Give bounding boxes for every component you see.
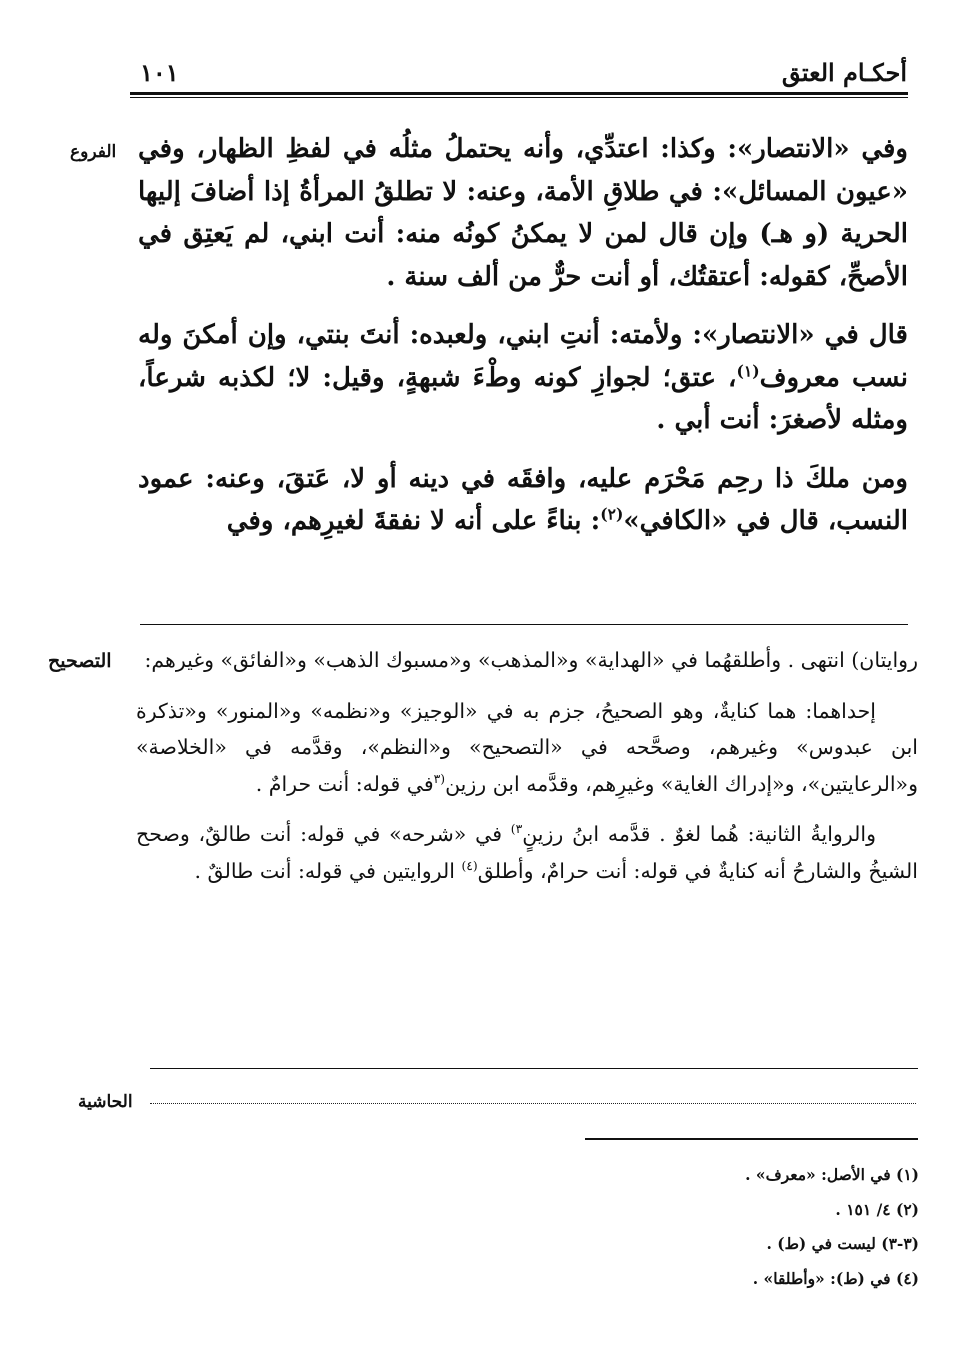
main-paragraph-3: ومن ملكَ ذا رحِم مَحْرَم عليه، وافقَه في دينه أو لا، عَتقَ، وعنه: عمود النسب، قال في «الكافي»$^{(٢)}$: بناءً على أنه لا نفقةَ لغيرِهم، وفي	[138, 463, 908, 536]
footnote-4: (٤) في (ط): «وأطلقا» .	[752, 1268, 919, 1288]
footnote-1: (١) في الأصل: «معرف» .	[745, 1165, 919, 1184]
label-furu: الفروع	[70, 142, 117, 162]
label-hashiya: الحاشية	[78, 1092, 133, 1112]
running-title: أحكـام العتق	[781, 58, 907, 87]
main-paragraph-2: قال في «الانتصار»: ولأمته: أنتِ ابني، ولعبده: أنتَ بنتي، وإن أمكنَ وله نسب معروف$^{(١)}$، عتق؛ لجوازِ كونه وطْءَ شبهةٍ، وقيل: لا؛ لكذبه شرعاً، ومثله لأصغرَ: أنت أبي .	[138, 320, 908, 435]
header-rule-thick	[130, 92, 908, 95]
footnote-ref-3: (٣	[433, 771, 446, 786]
footnote-ref-2: (٢)	[600, 504, 624, 524]
footnotes	[119, 1158, 919, 1296]
footnote-2: (٢) ٤/ ١٥١ .	[835, 1199, 919, 1219]
footnote-ref-4: (٤)	[461, 858, 478, 873]
header-rule-thin	[130, 97, 908, 98]
footnote-ref-3-end: ٣)	[510, 822, 523, 837]
main-text	[138, 128, 908, 559]
comment-paragraph-3: والروايةُ الثانية: هُما لغوٌ . قدَّمه ابنُ رزينٍ$^{٣)}$ في «شرحه» في قوله: أنت طالقٌ، وصحح الشيخُ والشارحُ أنه كنايةٌ في قوله: أنت حرامٌ، وأطلق$^{(٤)}$ الروايتين في قوله: أنت طالقٌ .	[136, 822, 918, 883]
footnote-ref-1: (١)	[736, 360, 760, 380]
main-divider	[140, 624, 908, 625]
comment-paragraph-2: إحداهما: هما كنايةٌ، وهو الصحيحُ، جزم به في «الوجيز» و«نظمه» و«المنور» و«تذكرة ابن عبدوس» وغيرهم، وصحَّحه في «التصحيح» و«النظم»، وقدَّمه في «الخلاصة» و«الرعايتين»، و«إدراك الغاية» وغيرِهم، وقدَّمه ابن رزين$^{(٣}$في قوله: أنت حرامٌ .	[136, 698, 918, 796]
main-paragraph-1: وفي «الانتصار»: وكذا: اعتدِّي، وأنه يحتملُ مثلُه في لفظِ الظهار، وفي «عيون المسائل»: في طلاقِ الأمة، وعنه: لا تطلقُ المرأةُ إذا أضافَ إليها الحرية (و هـ) وإن قال لمن لا يمكنُ كونُه منه: أنت ابني، لم يَعتِق في الأصحِّ، كقوله: أعتقتُك، أو أنت حرٌّ من ألف سنة .	[138, 134, 908, 292]
footnote-rule	[585, 1138, 918, 1140]
hashiya-dotted-line	[150, 1103, 916, 1104]
comment-divider	[150, 1068, 918, 1069]
tashih-text	[136, 642, 918, 903]
footnote-3: (٣-٣) ليست في (ط) .	[766, 1234, 919, 1253]
page-number: ١٠١	[140, 58, 179, 87]
label-tashih: التصحيح	[48, 650, 112, 672]
comment-paragraph-1: روايتان) انتهى . وأطلقهُما في «الهداية» و«المذهب» و«مسبوك الذهب» و«الفائق» وغيرهم:	[144, 648, 918, 672]
